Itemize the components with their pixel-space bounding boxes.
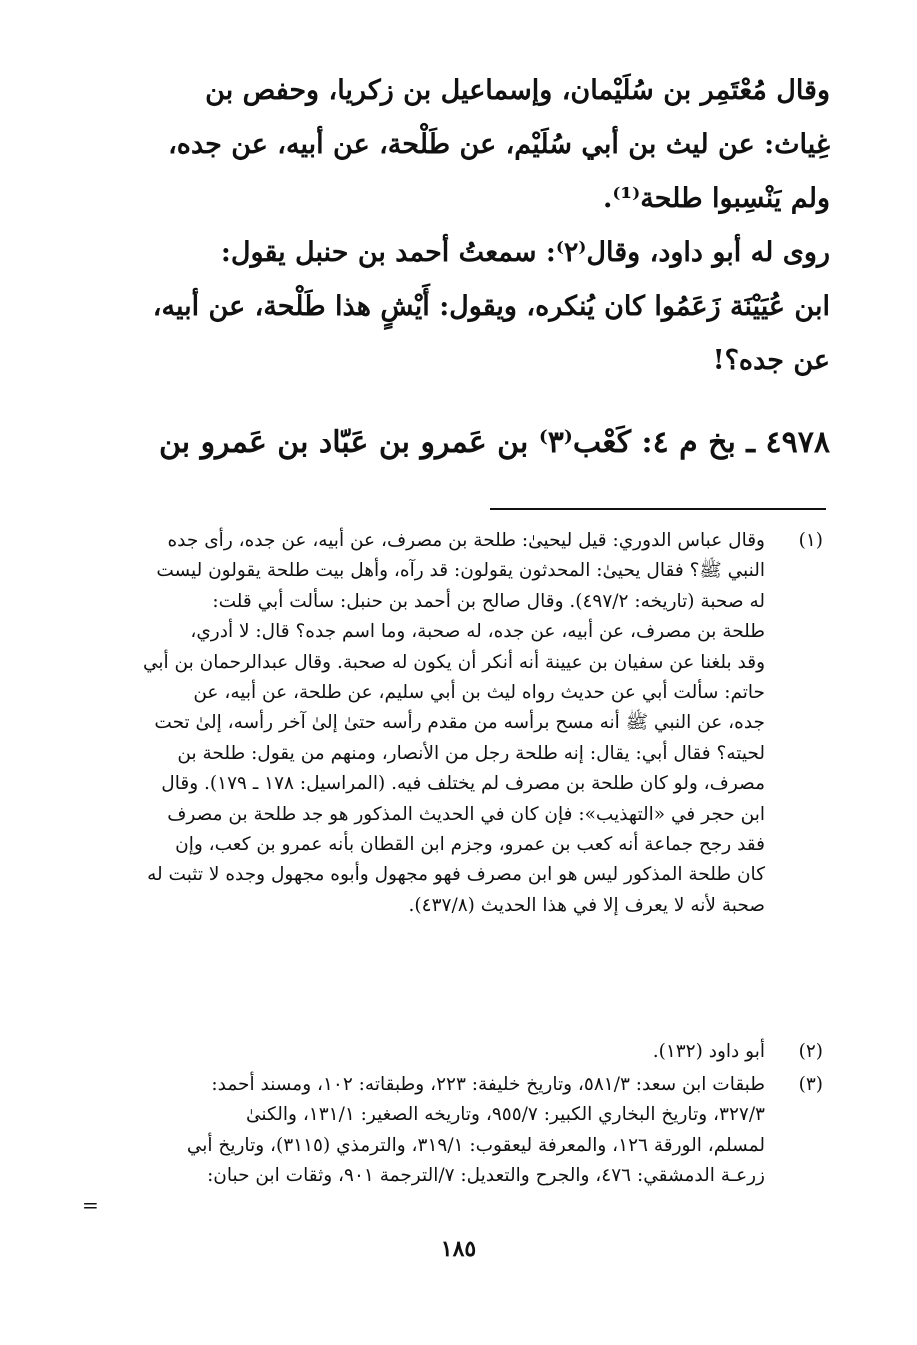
main-paragraph-1 — [118, 64, 830, 226]
text-line: ولم يَنْسِبوا طلحة⁽¹⁾. — [602, 183, 830, 214]
footnote-line: ٣٢٧/٣، وتاريخ البخاري الكبير: ٩٥٥/٧، وتاريخه الصغير: ١٣١/١، والكنىٰ — [246, 1104, 765, 1126]
text-line: غِياث: عن ليث بن أبي سُلَيْم، عن طَلْحة، عن أبيه، عن جده، — [168, 129, 830, 160]
footnote-body — [110, 526, 765, 921]
text-line: روى له أبو داود، وقال⁽٢⁾: سمعتُ أحمد بن حنبل يقول: — [220, 237, 830, 268]
footnote-line: لمسلم، الورقة ١٢٦، والمعرفة ليعقوب: ٣١٩/١، والترمذي (٣١١٥)، وتاريخ أبي — [186, 1134, 765, 1156]
footnote-line: حاتم: سألت أبي عن حديث رواه ليث بن أبي سليم، عن طلحة، عن أبيه، عن — [193, 682, 765, 704]
footnote-number: (١) — [798, 530, 823, 551]
footnote-line: له صحبة (تاريخه: ٤٩٧/٢). وقال صالح بن أحمد بن حنبل: سألت أبي قلت: — [212, 590, 765, 612]
footnote-body — [110, 1037, 765, 1067]
text-line: ابن عُيَيْنَة زَعَمُوا كان يُنكره، ويقول: أَيْشٍ هذا طَلْحة، عن أبيه، — [152, 291, 830, 322]
footnote-line: وقد بلغنا عن سفيان بن عيينة أنه أنكر أن يكون له صحبة. وقال عبدالرحمان بن أبي — [142, 651, 765, 673]
footnote-line: فقد رجح جماعة أنه كعب بن عمرو، وجزم ابن القطان بأنه عمرو بن كعب، وإن — [175, 834, 765, 856]
footnote-line: صحبة لأنه لا يعرف إلا في هذا الحديث (٤٣٧/٨). — [408, 894, 765, 916]
footnote-line: لحيته؟ فقال أبي: يقال: إنه طلحة رجل من الأنصار، ومنهم من يقول: طلحة بن — [177, 742, 765, 764]
text-line: وقال مُعْتَمِر بن سُلَيْمان، وإسماعيل بن زكريا، وحفص بن — [205, 75, 830, 106]
footnote-line: النبي ﷺ؟ فقال يحيىٰ: المحدثون يقولون: قد رآه، وأهل بيت طلحة يقولون ليست — [156, 560, 765, 582]
footnote-line: وقال عباس الدوري: قيل ليحيىٰ: طلحة بن مصرف، عن أبيه، عن جده، رأى جده — [167, 530, 765, 551]
footnote-3 — [0, 1070, 917, 1200]
footnote-line: مصرف، ولو كان طلحة بن مصرف لم يختلف فيه. (المراسيل: ١٧٨ ـ ١٧٩). وقال — [161, 773, 765, 795]
biography-entry-heading: ٤٩٧٨ ـ بخ م ٤: كَعْب⁽٣⁾ بن عَمرو بن عَبّاد بن عَمرو بن — [158, 425, 830, 460]
footnote-line: طبقات ابن سعد: ٥٨١/٣، وتاريخ خليفة: ٢٢٣، وطبقاته: ١٠٢، ومسند أحمد: — [211, 1074, 765, 1095]
main-paragraph-2 — [118, 226, 830, 388]
footnote-line: طلحة بن مصرف، عن أبيه، عن جده، له صحبة، وما اسم جده؟ قال: لا أدري، — [190, 621, 765, 643]
footnote-2 — [0, 1037, 917, 1069]
footnote-line: كان طلحة المذكور ليس هو ابن مصرف فهو مجهول وأبوه مجهول وجده لا تثبت له — [147, 864, 765, 886]
footnote-1 — [0, 526, 917, 926]
footnote-line: زرعـة الدمشقي: ٤٧٦، والجرح والتعديل: ٧/الترجمة ٩٠١، وثقات ابن حبان: — [207, 1165, 765, 1187]
footnote-line: أبو داود (١٣٢). — [652, 1041, 765, 1062]
text-line: عن جده؟! — [712, 345, 830, 376]
footnote-separator — [490, 508, 826, 510]
page-number: ١٨٥ — [440, 1236, 477, 1262]
footnote-number: (٢) — [798, 1041, 823, 1062]
footnote-line: جده، عن النبي ﷺ أنه مسح برأسه من مقدم رأسه حتىٰ إلىٰ آخر رأسه، إلىٰ تحت — [154, 712, 765, 734]
continuation-mark: = — [82, 1193, 99, 1217]
footnote-number: (٣) — [798, 1074, 823, 1095]
footnote-line: ابن حجر في «التهذيب»: فإن كان في الحديث المذكور هو جد طلحة بن مصرف — [167, 803, 765, 825]
footnote-body — [110, 1070, 765, 1192]
